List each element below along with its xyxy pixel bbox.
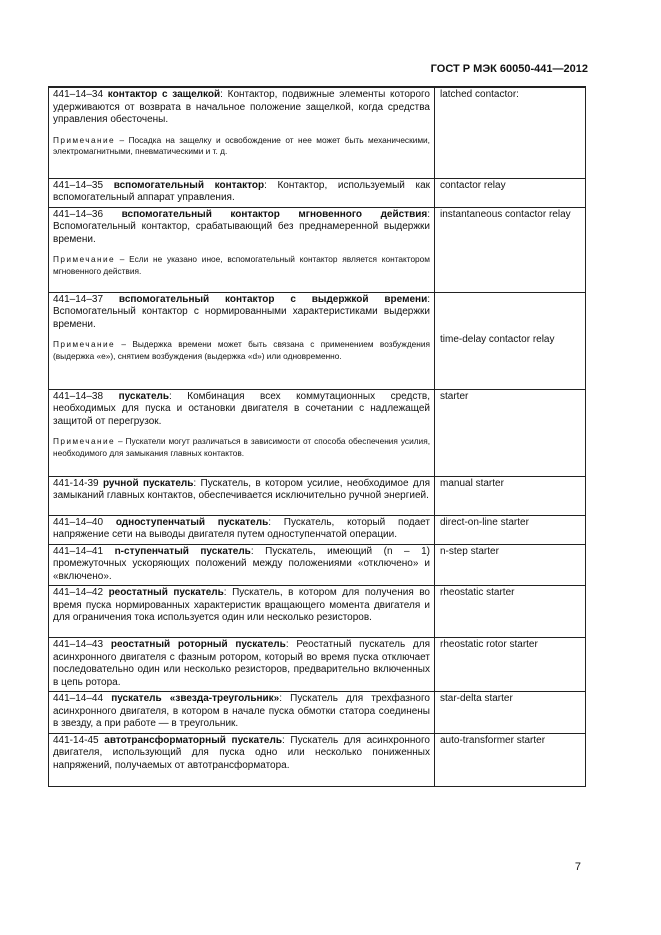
english-term: n-step starter — [435, 544, 586, 586]
term-name: вспомогательный контактор мгновенного действия — [121, 208, 428, 220]
term-cell — [49, 178, 435, 207]
term-cell — [49, 476, 435, 515]
english-term: rheostatic rotor starter — [435, 638, 586, 692]
term-code: 441–14–35 — [53, 179, 104, 191]
table-row — [49, 544, 586, 586]
term-name: n-ступенчатый пускатель — [114, 545, 251, 557]
table-row — [49, 515, 586, 544]
term-definition: : Контактор, подвижные элементы которого удерживаются от возврата в начальное положение защелкой, когда средства управления обесточены. — [53, 89, 430, 125]
term-cell — [49, 292, 435, 389]
table-row — [49, 87, 586, 178]
english-term: auto-transformer starter — [435, 733, 586, 786]
term-cell — [49, 586, 435, 638]
english-term: rheostatic starter — [435, 586, 586, 638]
english-term — [435, 292, 586, 389]
english-term: direct-on-line starter — [435, 515, 586, 544]
term-definition: : Вспомогательный контактор с нормированными характеристиками выдержки времени. — [53, 293, 431, 330]
term-cell — [49, 638, 435, 692]
term-cell — [49, 389, 435, 476]
term-name: вспомогательный контактор — [113, 179, 265, 191]
term-name: вспомогательный контактор с выдержкой времени — [118, 293, 428, 305]
table-row — [49, 389, 586, 476]
note-label: Примечание — [53, 339, 116, 349]
term-code: 441–14–40 — [53, 516, 104, 528]
note-label: Примечание — [53, 436, 116, 446]
term-cell — [49, 544, 435, 586]
english-term-text: time-delay contactor relay — [440, 333, 555, 345]
note-text: – Выдержка времени может быть связана с применением возбуждения (выдержка «е»), снятием возбуждения (выдержка «d») или одновременно. — [53, 339, 430, 361]
english-term: manual starter — [435, 476, 586, 515]
term-definition: : Вспомогательный контактор, срабатывающий без преднамеренной выдержки времени. — [53, 208, 430, 245]
english-term: star-delta starter — [435, 692, 586, 734]
terms-table — [48, 86, 586, 787]
term-name: контактор с защелкой — [107, 89, 221, 100]
term-cell — [49, 733, 435, 786]
note-label: Примечание — [53, 134, 116, 145]
term-cell — [49, 515, 435, 544]
document-id: ГОСТ Р МЭК 60050-441—2012 — [430, 63, 588, 75]
term-name: одноступенчатый пускатель — [115, 516, 269, 528]
term-definition: : Пускатель, в котором усилие, необходимое для замыканий главных контактов, обеспечивается исключительно ручной энергией. — [53, 477, 430, 501]
term-code: 441–14–42 — [53, 587, 104, 598]
table-row — [49, 586, 586, 638]
english-term: contactor relay — [435, 178, 586, 207]
term-code: 441–14–36 — [53, 208, 104, 220]
term-name: ручной пускатель — [102, 477, 194, 489]
term-name: пускатель «звезда-треугольник» — [111, 693, 280, 704]
term-code: 441–14–34 — [53, 89, 104, 100]
term-cell — [49, 692, 435, 734]
term-definition: : Реостатный пускатель для асинхронного двигателя с фазным ротором, который во время пуска отключает последовательно один или несколько резисторов, предварительно включенных в цепь ротора. — [53, 639, 431, 688]
term-code: 441-14-45 — [53, 734, 99, 746]
table-row — [49, 733, 586, 786]
table-row — [49, 207, 586, 292]
note-label: Примечание — [53, 254, 116, 264]
term-definition: : Пускатель, в котором для получения во время пуска нормированных характеристик вращающего момента двигателя и для ограничения тока используется один или несколько резисторов. — [53, 587, 430, 623]
term-definition: : Пускатель, который подает напряжение сети на выводы двигателя путем одноступенчатой операции. — [53, 516, 430, 540]
table-row — [49, 638, 586, 692]
term-code: 441–14–37 — [53, 293, 104, 305]
term-code: 441–14–41 — [53, 545, 104, 557]
table-row — [49, 692, 586, 734]
term-name: реостатный роторный пускатель — [110, 639, 286, 650]
table-row — [49, 292, 586, 389]
english-term: instantaneous contactor relay — [435, 207, 586, 292]
note-text: – Пускатели могут различаться в зависимости от способа обеспечения усилия, необходимого для замыкания главных контактов. — [53, 436, 430, 458]
term-definition: : Контактор, используемый как вспомогательный аппарат управления. — [53, 179, 431, 203]
term-definition: : Пускатель, имеющий (n – 1) промежуточных ускоряющих положений между положениями «отключено» и «включено». — [53, 545, 430, 582]
term-cell — [49, 207, 435, 292]
english-term: latched contactor: — [435, 87, 586, 178]
term-name: автотрансформаторный пускатель — [104, 734, 282, 746]
term-name: реостатный пускатель — [108, 587, 224, 598]
table-row — [49, 178, 586, 207]
note-text: – Если не указано иное, вспомогательный контактор является контактором мгновенного действия. — [53, 254, 430, 276]
table-row — [49, 476, 586, 515]
term-code: 441-14-39 — [53, 477, 99, 489]
term-code: 441–14–38 — [53, 390, 104, 402]
term-definition: : Пускатель для асинхронного двигателя, использующий для пуска одно или несколько пониженных напряжений, получаемых от автотрансформатора. — [53, 734, 430, 771]
term-name: пускатель — [118, 390, 170, 402]
term-definition: : Комбинация всех коммутационных средств, необходимых для пуска и остановки двигателя в сочетании с надлежащей защитой от перегрузок. — [53, 390, 431, 427]
term-definition: : Пускатель для трехфазного асинхронного двигателя, в котором в начале пуска обмотки статора соединены в звезду, а при работе — в треугольник. — [53, 693, 430, 729]
english-term: starter — [435, 389, 586, 476]
term-code: 441–14–43 — [53, 639, 104, 650]
term-code: 441–14–44 — [53, 693, 104, 704]
note-text: – Посадка на защелку и освобождение от нее может быть механическими, электромагнитными, пневматическими и т. д. — [53, 134, 430, 156]
page-number: 7 — [574, 861, 581, 873]
term-cell — [49, 87, 435, 178]
